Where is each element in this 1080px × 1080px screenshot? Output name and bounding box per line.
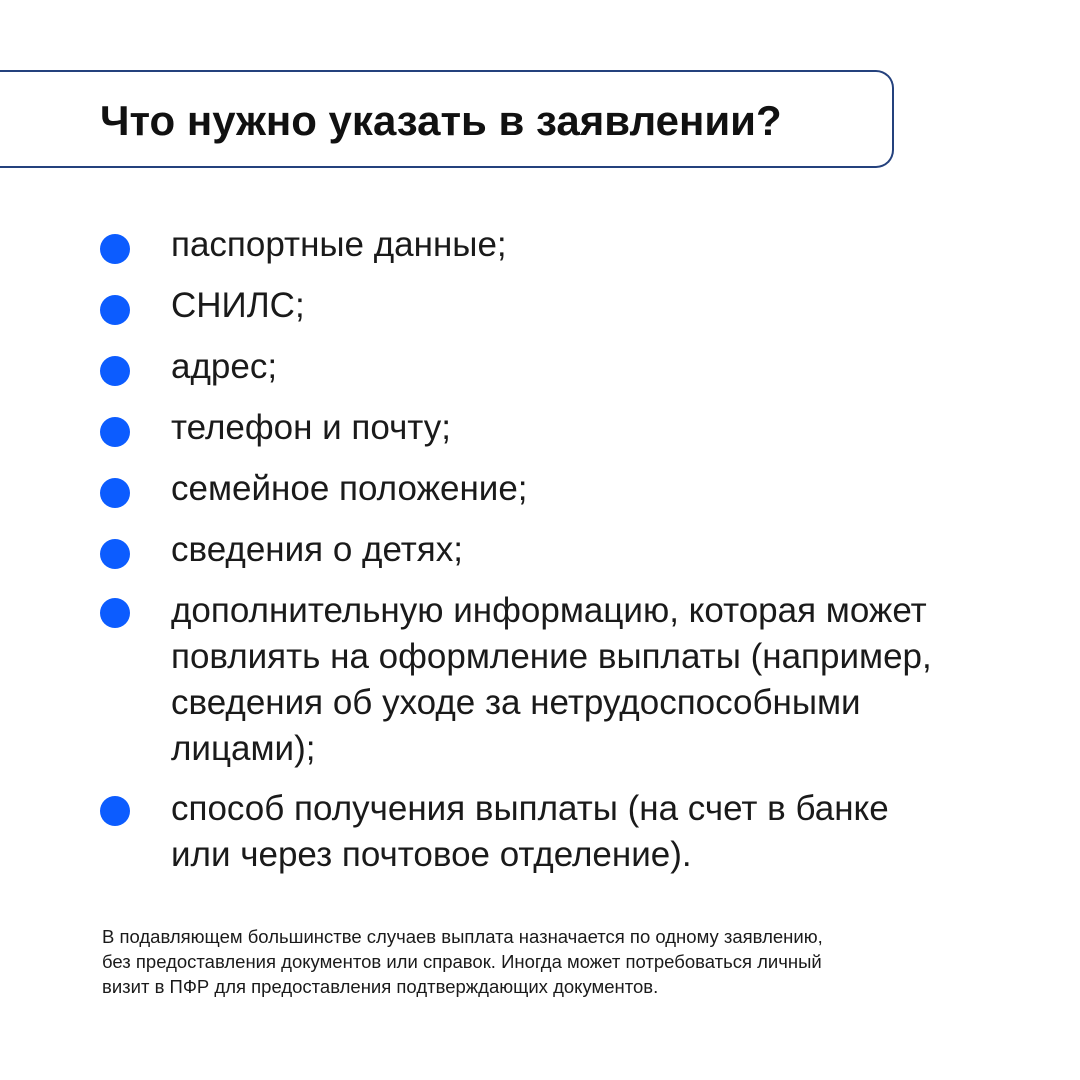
page-title: Что нужно указать в заявлении? [100,97,782,144]
list-item-text: адрес; [171,347,278,386]
list-item-text: паспортные данные; [171,225,507,264]
list-item-text: семейное положение; [171,469,528,508]
list-item-text: дополнительную информацию, которая может повлиять на оформление выплаты (например, сведения об уходе за нетрудоспособными лицами); [171,591,932,768]
bullet-dot-icon [100,356,130,386]
bullet-dot-icon [100,796,130,826]
list-item-text: СНИЛС; [171,286,305,325]
bullet-dot-icon [100,598,130,628]
bullet-dot-icon [100,417,130,447]
bullet-dot-icon [100,478,130,508]
bullet-dot-icon [100,234,130,264]
bullet-dot-icon [100,295,130,325]
list-item-text: сведения о детях; [171,530,463,569]
list-item-text: способ получения выплаты (на счет в банке или через почтовое отделение). [171,789,889,874]
list-item-text: телефон и почту; [171,408,451,447]
bullet-dot-icon [100,539,130,569]
footnote: В подавляющем большинстве случаев выплата назначается по одному заявлению, без предоставления документов или справок. Иногда может потребоваться личный визит в ПФР для предоставления подтверждающих документов. [102,926,823,997]
